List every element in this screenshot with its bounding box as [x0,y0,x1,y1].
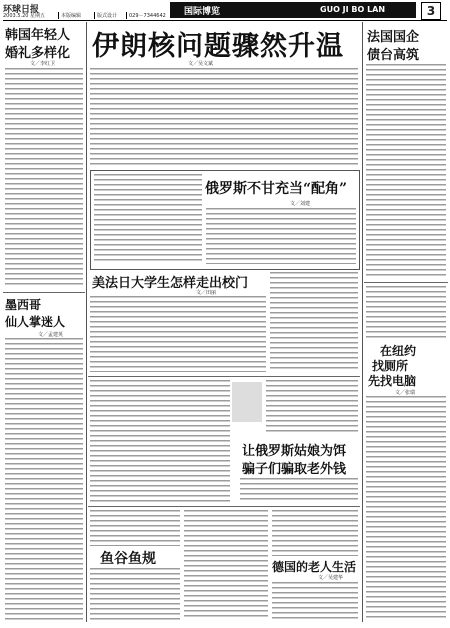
mexico-title-2: 仙人掌迷人 [5,315,66,329]
masthead-designer: 版式设计 [94,12,117,19]
main-body [90,68,358,168]
edu-body [366,64,446,278]
middle-right-body [270,272,358,372]
mexico-title-1: 墨西哥 [5,298,42,312]
russia-headline: 俄罗斯不甘充当“配角” [205,181,348,197]
scam-body [240,478,358,502]
fish-intro [90,510,180,546]
german-headline: 德国的老人生活 [272,560,357,574]
toilet-title-3: 先找电脑 [368,374,417,388]
russia-body [206,208,356,264]
german-intro [272,510,358,556]
korea-title-2: 婚礼多样化 [5,46,71,61]
russia-byline: 文／刘建 [290,201,311,207]
scam-title-2: 骗子们骗取老外钱 [242,462,347,477]
fish-body [90,568,180,620]
korea-title-1: 韩国年轻人 [5,28,71,43]
edu-title-1: 法国国企 [367,30,420,45]
lower-left-body [90,380,230,502]
main-byline: 文／吴文斌 [188,61,214,67]
lower-right-body [266,380,358,434]
section-banner [170,2,416,18]
german-byline: 文／吴建华 [318,575,344,581]
korea-byline: 文／李红卫 [30,61,56,67]
students-headline: 美法日大学生怎样走出校门 [92,276,249,291]
divider [364,282,448,283]
masthead-phone: 029－7344642 [126,12,166,19]
section-title: 国际博览 [184,7,221,17]
toilet-intro [366,286,446,340]
column-divider [86,22,87,622]
students-body [90,296,266,372]
masthead-rule [3,20,447,21]
main-headline: 伊朗核问题骤然升温 [92,31,344,62]
column-divider [362,22,363,622]
german-body [272,582,358,620]
toilet-title-1: 在纽约 [380,344,417,358]
center-bottom-body [184,510,268,620]
masthead-date: 2003.5.20 星期五 [3,13,46,19]
scam-title-1: 让俄罗斯姑娘为饵 [242,444,347,459]
masthead-paper-name: 环球日报 [3,5,40,15]
mexico-body [5,338,83,620]
article-photo [232,382,262,422]
masthead-editor: 本版编辑 [58,12,81,19]
divider [3,292,85,293]
students-byline: 文／田丽 [196,290,217,296]
fish-headline: 鱼谷鱼规 [100,551,156,567]
divider [88,376,360,377]
divider [88,506,360,507]
page-number: 3 [421,2,441,20]
russia-left-body [94,174,202,264]
mexico-byline: 文／孟建英 [38,332,64,338]
korea-body [5,68,83,288]
toilet-byline: 文／张瑞 [395,390,416,396]
toilet-body [366,396,446,620]
section-pinyin: GUO JI BO LAN [320,5,386,14]
toilet-title-2: 找厕所 [372,359,409,373]
edu-title-2: 债台高筑 [367,48,420,63]
